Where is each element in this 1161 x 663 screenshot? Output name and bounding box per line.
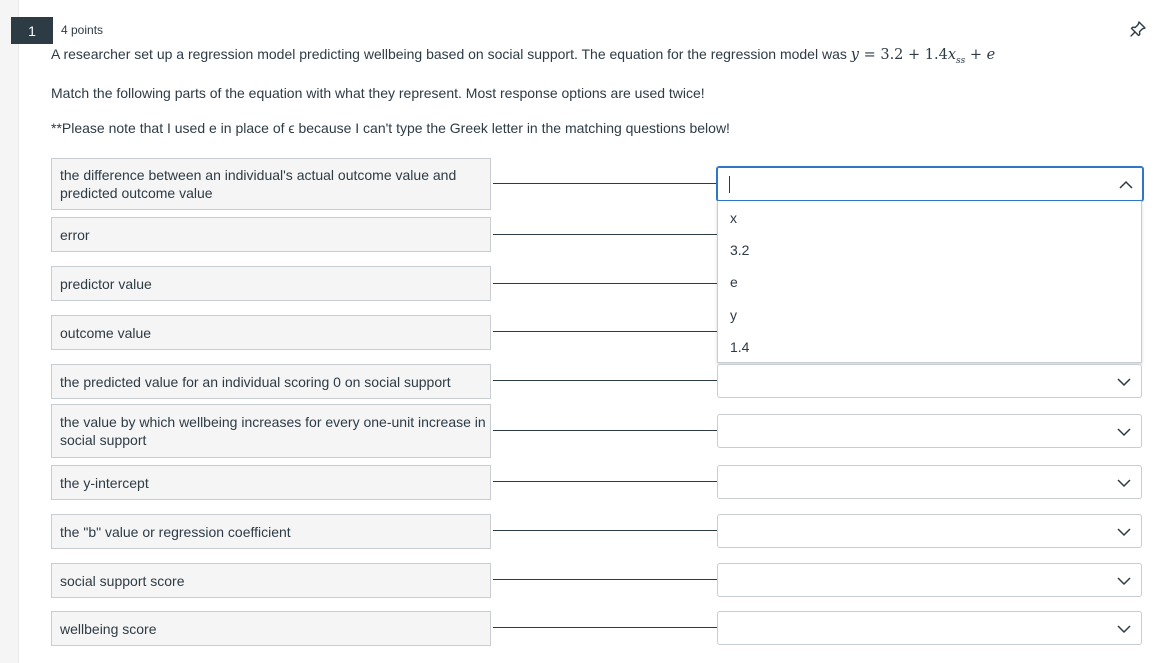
prompt-1: the difference between an individual's actual outcome value and predicted outcome value [51, 158, 491, 210]
connector-line [493, 331, 717, 332]
connector-line [493, 430, 717, 431]
question-number: 1 [11, 17, 53, 44]
connector-line [493, 530, 717, 531]
prompt-3: predictor value [51, 266, 491, 301]
prompt-10: wellbeing score [51, 611, 491, 646]
connector-line [493, 627, 717, 628]
connector-line [493, 183, 717, 184]
option-y[interactable]: y [730, 307, 737, 323]
answer-select-5[interactable] [717, 364, 1142, 398]
option-x[interactable]: x [730, 210, 737, 226]
prompt-2: error [51, 217, 491, 252]
connector-line [493, 234, 717, 235]
answer-select-6[interactable] [717, 414, 1142, 448]
connector-line [493, 380, 717, 381]
option-e[interactable]: e [730, 274, 738, 290]
chevron-down-icon[interactable] [1117, 375, 1131, 389]
note-text: **Please note that I used e in place of ϵ because I can't type the Greek letter in the matching questions below! [51, 120, 730, 136]
option-1-4[interactable]: 1.4 [730, 339, 750, 355]
prompt-8: the "b" value or regression coefficient [51, 514, 491, 549]
answer-select-10[interactable] [717, 611, 1142, 645]
connector-line [493, 481, 717, 482]
regression-equation: $y = 3.2 + 1.4x_{ss} + e$ [850, 47, 996, 66]
prompt-4: outcome value [51, 315, 491, 350]
chevron-down-icon[interactable] [1117, 574, 1131, 588]
connector-line [493, 283, 717, 284]
prompt-7: the y-intercept [51, 465, 491, 500]
answer-select-1[interactable] [716, 166, 1144, 202]
question-stem [51, 46, 995, 66]
chevron-down-icon[interactable] [1117, 425, 1131, 439]
connector-line [493, 579, 717, 580]
answer-select-9[interactable] [717, 563, 1142, 597]
instruction-text: Match the following parts of the equation with what they represent. Most response options are used twice! [51, 85, 705, 101]
prompt-6: the value by which wellbeing increases for every one-unit increase in social support [51, 404, 491, 458]
chevron-down-icon[interactable] [1117, 476, 1131, 490]
left-gutter [0, 0, 19, 663]
option-3-2[interactable]: 3.2 [730, 242, 750, 258]
chevron-down-icon[interactable] [1117, 525, 1131, 539]
answer-select-7[interactable] [717, 465, 1142, 499]
chevron-up-icon[interactable] [1119, 178, 1133, 192]
prompt-9: social support score [51, 563, 491, 598]
question-points: 4 points [61, 23, 104, 37]
answer-options-menu [717, 201, 1142, 363]
stem-text: A researcher set up a regression model predicting wellbeing based on social support. The equation for the regression model was [51, 46, 847, 62]
text-caret [729, 176, 730, 193]
prompt-5: the predicted value for an individual scoring 0 on social support [51, 364, 491, 399]
answer-select-8[interactable] [717, 514, 1142, 548]
chevron-down-icon[interactable] [1117, 622, 1131, 636]
pin-icon[interactable] [1129, 20, 1147, 38]
